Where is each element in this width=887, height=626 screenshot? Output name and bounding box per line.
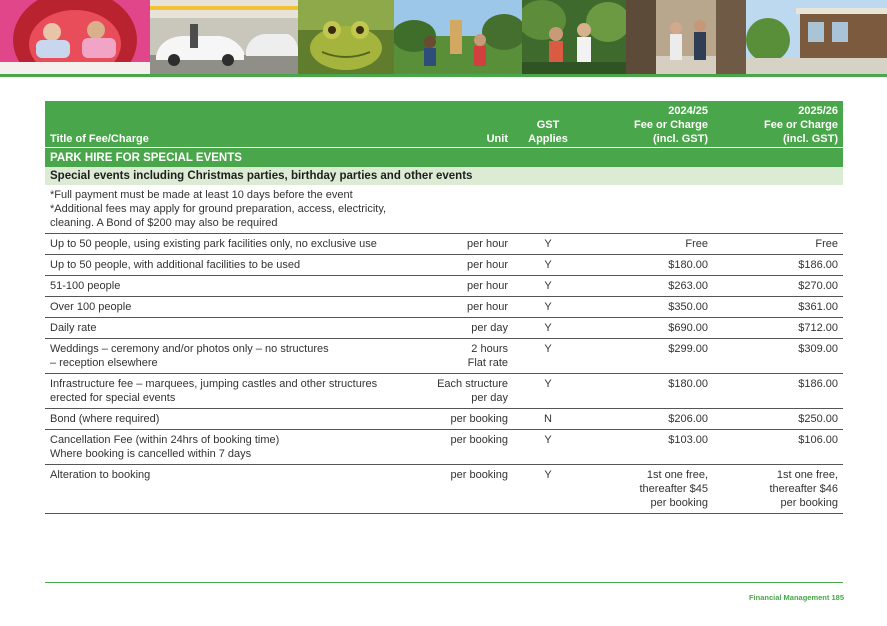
cell-fee-2025-26: $361.00	[713, 297, 843, 318]
cell-gst: Y	[513, 234, 583, 255]
section-title: PARK HIRE FOR SPECIAL EVENTS	[45, 148, 843, 168]
cell-fee-2025-26: $106.00	[713, 430, 843, 465]
cell-unit: per booking	[420, 465, 513, 514]
cell-fee-2024-25: $180.00	[583, 255, 713, 276]
banner-photo-park-games	[394, 0, 522, 74]
cell-fee-2024-25: $263.00	[583, 276, 713, 297]
cell-title: Cancellation Fee (within 24hrs of booking time) Where booking is cancelled within 7 days	[45, 430, 420, 465]
cell-gst: Y	[513, 255, 583, 276]
banner-photo-family-garden	[522, 0, 626, 74]
banner-photo-street-shopping	[626, 0, 746, 74]
footer-page-label: Financial Management 185	[748, 593, 844, 602]
table-row	[45, 430, 843, 465]
cell-unit: per hour	[420, 276, 513, 297]
footer-divider	[45, 582, 843, 583]
header-title-of-fee: Title of Fee/Charge	[45, 101, 420, 148]
table-row	[45, 374, 843, 409]
cell-fee-2024-25: Free	[583, 234, 713, 255]
banner-photo-children-playing	[0, 0, 150, 74]
table-header-row	[45, 101, 843, 148]
section-header-row	[45, 148, 843, 168]
cell-title: Up to 50 people, with additional facilities to be used	[45, 255, 420, 276]
cell-gst: Y	[513, 318, 583, 339]
table-row	[45, 297, 843, 318]
cell-gst: Y	[513, 297, 583, 318]
cell-gst: N	[513, 409, 583, 430]
cell-unit: per hour	[420, 234, 513, 255]
cell-title: 51-100 people	[45, 276, 420, 297]
cell-unit: 2 hours Flat rate	[420, 339, 513, 374]
photo-banner	[0, 0, 887, 74]
table-row	[45, 234, 843, 255]
header-fee-2025-26: 2025/26 Fee or Charge (incl. GST)	[713, 101, 843, 148]
cell-title: Bond (where required)	[45, 409, 420, 430]
cell-gst: Y	[513, 276, 583, 297]
cell-fee-2025-26: 1st one free, thereafter $46 per booking	[713, 465, 843, 514]
cell-fee-2025-26: $712.00	[713, 318, 843, 339]
header-fee-2024-25: 2024/25 Fee or Charge (incl. GST)	[583, 101, 713, 148]
cell-fee-2025-26: $270.00	[713, 276, 843, 297]
cell-fee-2025-26: $186.00	[713, 255, 843, 276]
cell-unit: per hour	[420, 297, 513, 318]
table-row	[45, 276, 843, 297]
cell-fee-2025-26: Free	[713, 234, 843, 255]
cell-title: Over 100 people	[45, 297, 420, 318]
table-row	[45, 255, 843, 276]
table-row	[45, 465, 843, 514]
cell-gst: Y	[513, 374, 583, 409]
cell-title: Infrastructure fee – marquees, jumping castles and other structures erected for special events	[45, 374, 420, 409]
cell-title: Up to 50 people, using existing park facilities only, no exclusive use	[45, 234, 420, 255]
cell-fee-2024-25: $299.00	[583, 339, 713, 374]
cell-unit: per booking	[420, 430, 513, 465]
cell-fee-2025-26: $309.00	[713, 339, 843, 374]
cell-fee-2024-25: $690.00	[583, 318, 713, 339]
banner-photo-community-building	[746, 0, 887, 74]
note-text: *Full payment must be made at least 10 days before the event *Additional fees may apply for ground preparation, access, electricity, cleaning. A Bond of $200 may also be required	[45, 185, 420, 234]
cell-unit: per day	[420, 318, 513, 339]
header-gst-applies: GST Applies	[513, 101, 583, 148]
cell-gst: Y	[513, 465, 583, 514]
header-unit: Unit	[420, 101, 513, 148]
cell-fee-2024-25: $350.00	[583, 297, 713, 318]
cell-gst: Y	[513, 430, 583, 465]
table-row	[45, 318, 843, 339]
cell-unit: per booking	[420, 409, 513, 430]
cell-fee-2024-25: $103.00	[583, 430, 713, 465]
banner-divider	[0, 74, 887, 77]
cell-fee-2025-26: $186.00	[713, 374, 843, 409]
cell-fee-2024-25: $206.00	[583, 409, 713, 430]
banner-photo-frog	[298, 0, 394, 74]
table-row	[45, 339, 843, 374]
cell-unit: Each structure per day	[420, 374, 513, 409]
cell-fee-2024-25: 1st one free, thereafter $45 per booking	[583, 465, 713, 514]
table-row	[45, 409, 843, 430]
cell-fee-2025-26: $250.00	[713, 409, 843, 430]
cell-title: Daily rate	[45, 318, 420, 339]
banner-photo-ev-charging	[150, 0, 298, 74]
subsection-header-row	[45, 167, 843, 185]
cell-unit: per hour	[420, 255, 513, 276]
fee-table	[45, 101, 843, 514]
cell-title: Weddings – ceremony and/or photos only – no structures – reception elsewhere	[45, 339, 420, 374]
subsection-title: Special events including Christmas parties, birthday parties and other events	[45, 167, 843, 185]
cell-fee-2024-25: $180.00	[583, 374, 713, 409]
cell-title: Alteration to booking	[45, 465, 420, 514]
note-row	[45, 185, 843, 234]
cell-gst: Y	[513, 339, 583, 374]
